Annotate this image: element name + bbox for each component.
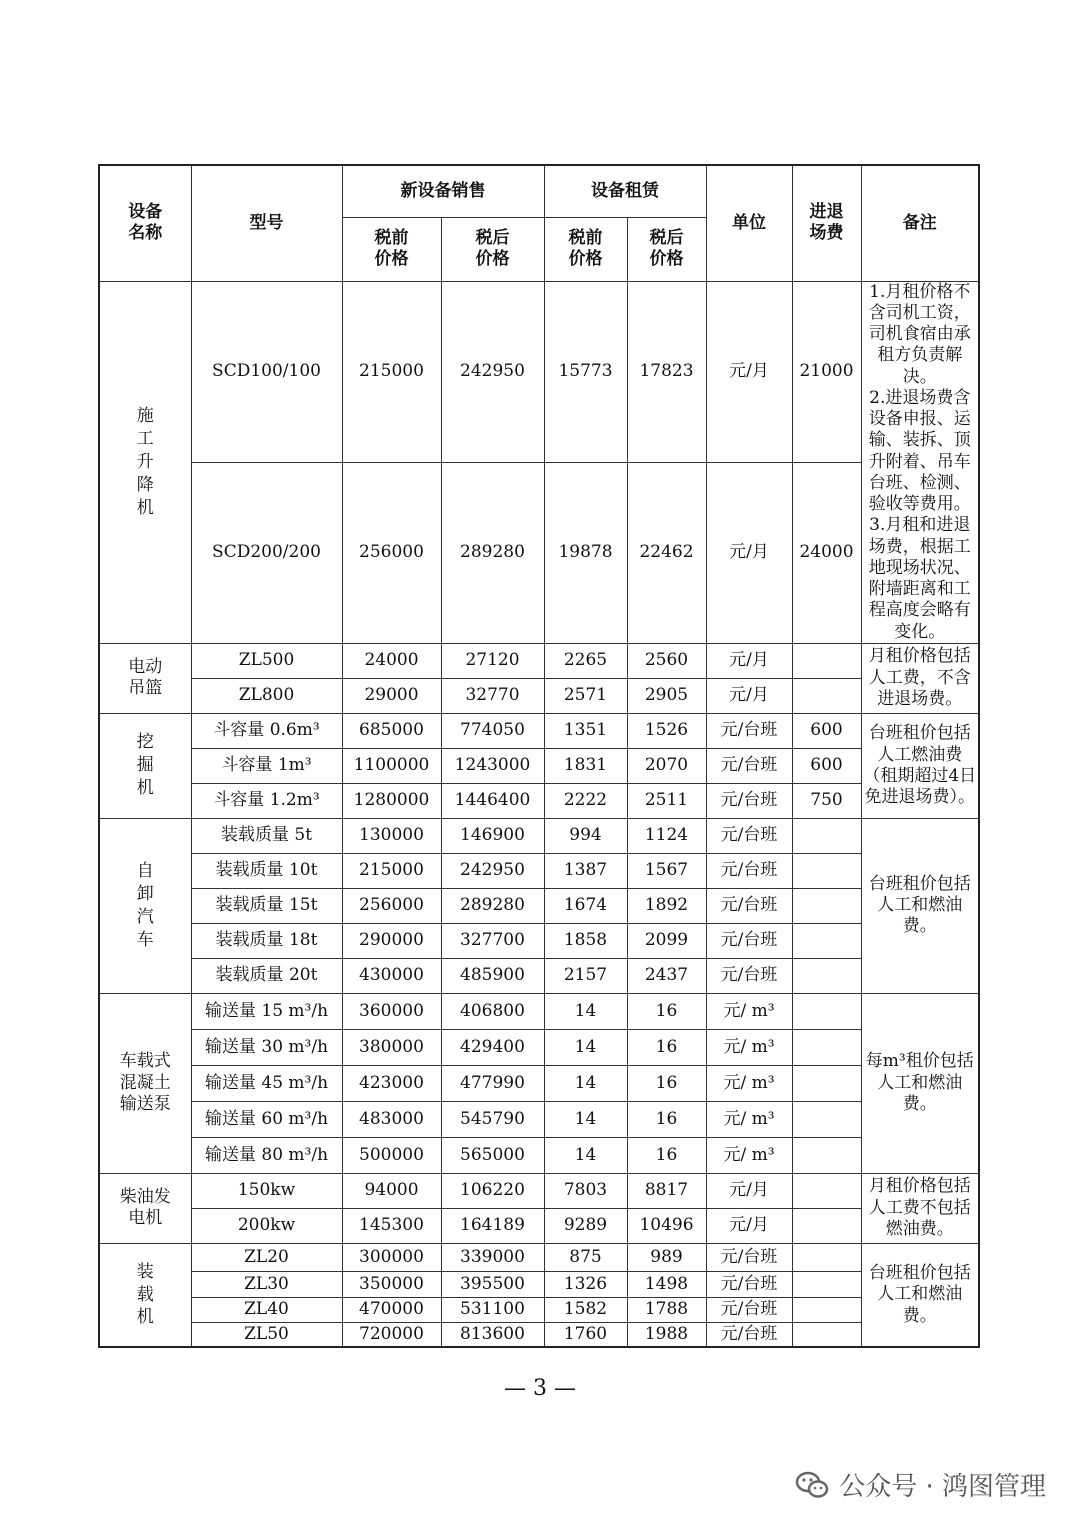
unit-cell: 元/ m³ [706, 993, 792, 1029]
model-cell: 装载质量 18t [191, 923, 342, 958]
unit-cell: 元/台班 [706, 923, 792, 958]
table-row [99, 818, 979, 853]
model-cell: ZL50 [191, 1322, 342, 1347]
equipment-name-cell [99, 1173, 191, 1243]
equipment-name: 施工升降机 [136, 405, 154, 518]
remarks-cell [861, 1243, 979, 1347]
wechat-icon [795, 1471, 829, 1499]
unit-cell: 元/台班 [706, 1322, 792, 1347]
entry-fee-cell: 600 [792, 748, 861, 783]
sale-pre-tax-cell: 94000 [342, 1173, 441, 1208]
rent-pre-tax-cell: 15773 [544, 281, 627, 462]
rent-pre-tax-cell: 875 [544, 1243, 627, 1271]
entry-fee-cell [792, 1271, 861, 1297]
sale-post-tax-cell: 146900 [441, 818, 544, 853]
model-cell: 装载质量 10t [191, 853, 342, 888]
rent-post-tax-cell: 1567 [627, 853, 706, 888]
unit-cell: 元/月 [706, 643, 792, 678]
model-cell: 装载质量 20t [191, 958, 342, 993]
entry-fee-cell [792, 1065, 861, 1101]
rent-pre-tax-cell: 2265 [544, 643, 627, 678]
sale-post-tax-cell: 242950 [441, 853, 544, 888]
remarks-cell [861, 281, 979, 643]
header-remarks: 备注 [861, 165, 979, 281]
sale-post-tax-cell: 813600 [441, 1322, 544, 1347]
equipment-name: 自卸汽车 [136, 860, 154, 950]
rent-post-tax-cell: 16 [627, 1137, 706, 1173]
entry-fee-cell [792, 1322, 861, 1347]
rent-post-tax-cell: 1892 [627, 888, 706, 923]
rent-pre-tax-cell: 1351 [544, 713, 627, 748]
entry-fee-cell [792, 643, 861, 678]
sale-pre-tax-cell: 256000 [342, 462, 441, 643]
rent-post-tax-cell: 1788 [627, 1297, 706, 1322]
rent-pre-tax-cell: 1582 [544, 1297, 627, 1322]
remarks-cell [861, 713, 979, 818]
unit-cell: 元/台班 [706, 818, 792, 853]
unit-cell: 元/月 [706, 281, 792, 462]
table-row [99, 1322, 979, 1347]
rent-post-tax-cell: 2099 [627, 923, 706, 958]
sale-post-tax-cell: 106220 [441, 1173, 544, 1208]
table-row [99, 1297, 979, 1322]
entry-fee-cell [792, 888, 861, 923]
sale-post-tax-cell: 565000 [441, 1137, 544, 1173]
entry-fee-cell [792, 1297, 861, 1322]
remarks-cell [861, 993, 979, 1173]
equipment-name-cell [99, 1243, 191, 1347]
table-row [99, 643, 979, 678]
table-row [99, 281, 979, 462]
sale-pre-tax-cell: 350000 [342, 1271, 441, 1297]
header-entry-fee: 进退 场费 [792, 165, 861, 281]
rent-pre-tax-cell: 2222 [544, 783, 627, 818]
equipment-name-cell [99, 281, 191, 643]
equipment-name: 装载机 [136, 1261, 154, 1328]
unit-cell: 元/月 [706, 678, 792, 713]
equipment-name-cell [99, 643, 191, 713]
model-cell: ZL500 [191, 643, 342, 678]
header-rent-post-tax: 税后 价格 [627, 217, 706, 281]
sale-post-tax-cell: 1243000 [441, 748, 544, 783]
sale-post-tax-cell: 327700 [441, 923, 544, 958]
table-row [99, 678, 979, 713]
equipment-name: 电动 吊篮 [128, 657, 163, 699]
entry-fee-cell [792, 958, 861, 993]
model-cell: SCD200/200 [191, 462, 342, 643]
rent-post-tax-cell: 2070 [627, 748, 706, 783]
remarks-text: 1.月租价格不含司机工资，司机食宿由承租方负责解决。 2.进退场费含设备申报、运输、装拆、顶升附着、吊车台班、检测、验收等费用。 3.月租和进退场费，根据工地现场状况、附墙距离和工程高度会略有变化。 [868, 281, 971, 642]
rent-post-tax-cell: 16 [627, 993, 706, 1029]
unit-cell: 元/ m³ [706, 1029, 792, 1065]
rent-pre-tax-cell: 1674 [544, 888, 627, 923]
table-row [99, 853, 979, 888]
model-cell: ZL20 [191, 1243, 342, 1271]
rent-post-tax-cell: 1988 [627, 1322, 706, 1347]
sale-pre-tax-cell: 130000 [342, 818, 441, 853]
model-cell: 200kw [191, 1208, 342, 1243]
entry-fee-cell [792, 678, 861, 713]
sale-post-tax-cell: 242950 [441, 281, 544, 462]
rent-post-tax-cell: 16 [627, 1101, 706, 1137]
unit-cell: 元/ m³ [706, 1065, 792, 1101]
sale-pre-tax-cell: 1280000 [342, 783, 441, 818]
sale-post-tax-cell: 477990 [441, 1065, 544, 1101]
sale-pre-tax-cell: 483000 [342, 1101, 441, 1137]
table-row [99, 1101, 979, 1137]
entry-fee-cell: 750 [792, 783, 861, 818]
sale-pre-tax-cell: 1100000 [342, 748, 441, 783]
header-rent-pre-tax: 税前 价格 [544, 217, 627, 281]
table-row [99, 923, 979, 958]
rent-pre-tax-cell: 1831 [544, 748, 627, 783]
unit-cell: 元/台班 [706, 853, 792, 888]
equipment-name: 挖掘机 [136, 732, 154, 799]
rent-post-tax-cell: 2905 [627, 678, 706, 713]
remarks-text: 台班租价包括人工和燃油费。 [868, 1263, 971, 1326]
rent-post-tax-cell: 2560 [627, 643, 706, 678]
entry-fee-cell [792, 1173, 861, 1208]
model-cell: ZL40 [191, 1297, 342, 1322]
sale-pre-tax-cell: 360000 [342, 993, 441, 1029]
table-row [99, 713, 979, 748]
rent-pre-tax-cell: 19878 [544, 462, 627, 643]
sale-post-tax-cell: 774050 [441, 713, 544, 748]
sale-pre-tax-cell: 685000 [342, 713, 441, 748]
rent-post-tax-cell: 16 [627, 1065, 706, 1101]
unit-cell: 元/台班 [706, 748, 792, 783]
sale-pre-tax-cell: 380000 [342, 1029, 441, 1065]
sale-post-tax-cell: 1446400 [441, 783, 544, 818]
rent-pre-tax-cell: 1760 [544, 1322, 627, 1347]
rent-pre-tax-cell: 9289 [544, 1208, 627, 1243]
sale-post-tax-cell: 531100 [441, 1297, 544, 1322]
table-row [99, 1137, 979, 1173]
sale-post-tax-cell: 429400 [441, 1029, 544, 1065]
model-cell: ZL800 [191, 678, 342, 713]
rent-pre-tax-cell: 14 [544, 1029, 627, 1065]
rent-pre-tax-cell: 994 [544, 818, 627, 853]
rent-pre-tax-cell: 1326 [544, 1271, 627, 1297]
remarks-cell [861, 818, 979, 993]
unit-cell: 元/台班 [706, 888, 792, 923]
unit-cell: 元/月 [706, 1173, 792, 1208]
rent-post-tax-cell: 22462 [627, 462, 706, 643]
remarks-text: 台班租价包括人工燃油费（租期超过4日免进退场费）。 [863, 723, 977, 807]
entry-fee-cell [792, 1101, 861, 1137]
model-cell: 输送量 60 m³/h [191, 1101, 342, 1137]
equipment-name-cell [99, 818, 191, 993]
table-row [99, 1065, 979, 1101]
remarks-cell [861, 643, 979, 713]
table-row [99, 1271, 979, 1297]
rent-post-tax-cell: 1124 [627, 818, 706, 853]
sale-post-tax-cell: 164189 [441, 1208, 544, 1243]
header-sale-pre-tax: 税前 价格 [342, 217, 441, 281]
entry-fee-cell [792, 1243, 861, 1271]
table-row [99, 1208, 979, 1243]
entry-fee-cell [792, 923, 861, 958]
sale-pre-tax-cell: 290000 [342, 923, 441, 958]
table-row [99, 1243, 979, 1271]
rent-pre-tax-cell: 14 [544, 993, 627, 1029]
unit-cell: 元/月 [706, 462, 792, 643]
table-body [99, 281, 979, 1347]
sale-pre-tax-cell: 423000 [342, 1065, 441, 1101]
sale-pre-tax-cell: 300000 [342, 1243, 441, 1271]
header-new-sale: 新设备销售 [342, 165, 544, 217]
unit-cell: 元/台班 [706, 958, 792, 993]
equipment-name: 车载式 混凝土 输送泵 [119, 1051, 171, 1114]
table-row [99, 462, 979, 643]
equipment-name-cell [99, 993, 191, 1173]
entry-fee-cell [792, 1208, 861, 1243]
sale-pre-tax-cell: 500000 [342, 1137, 441, 1173]
table-row [99, 993, 979, 1029]
sale-pre-tax-cell: 470000 [342, 1297, 441, 1322]
watermark [795, 1466, 1046, 1503]
header-unit: 单位 [706, 165, 792, 281]
equipment-price-table [98, 164, 980, 1348]
model-cell: 输送量 15 m³/h [191, 993, 342, 1029]
sale-post-tax-cell: 339000 [441, 1243, 544, 1271]
header-model: 型号 [191, 165, 342, 281]
table-row [99, 1173, 979, 1208]
sale-post-tax-cell: 289280 [441, 888, 544, 923]
sale-pre-tax-cell: 24000 [342, 643, 441, 678]
rent-pre-tax-cell: 2157 [544, 958, 627, 993]
sale-pre-tax-cell: 720000 [342, 1322, 441, 1347]
model-cell: 装载质量 5t [191, 818, 342, 853]
rent-pre-tax-cell: 2571 [544, 678, 627, 713]
rent-pre-tax-cell: 1387 [544, 853, 627, 888]
table-row [99, 748, 979, 783]
entry-fee-cell [792, 993, 861, 1029]
rent-post-tax-cell: 16 [627, 1029, 706, 1065]
rent-post-tax-cell: 1498 [627, 1271, 706, 1297]
entry-fee-cell [792, 1029, 861, 1065]
page-number: — 3 — [504, 1376, 576, 1401]
table-row [99, 783, 979, 818]
sale-post-tax-cell: 395500 [441, 1271, 544, 1297]
entry-fee-cell [792, 1137, 861, 1173]
sale-pre-tax-cell: 256000 [342, 888, 441, 923]
sale-pre-tax-cell: 430000 [342, 958, 441, 993]
unit-cell: 元/台班 [706, 783, 792, 818]
header-equipment-name: 设备 名称 [99, 165, 191, 281]
entry-fee-cell: 600 [792, 713, 861, 748]
model-cell: 斗容量 0.6m³ [191, 713, 342, 748]
entry-fee-cell [792, 818, 861, 853]
model-cell: 输送量 80 m³/h [191, 1137, 342, 1173]
entry-fee-cell: 21000 [792, 281, 861, 462]
watermark-text: 公众号 · 鸿图管理 [839, 1472, 1046, 1502]
entry-fee-cell [792, 853, 861, 888]
sale-post-tax-cell: 545790 [441, 1101, 544, 1137]
unit-cell: 元/ m³ [706, 1137, 792, 1173]
equipment-name-cell [99, 713, 191, 818]
rent-pre-tax-cell: 14 [544, 1065, 627, 1101]
rent-post-tax-cell: 989 [627, 1243, 706, 1271]
model-cell: 斗容量 1.2m³ [191, 783, 342, 818]
remarks-text: 月租价格包括人工费，不含进退场费。 [868, 646, 971, 709]
unit-cell: 元/ m³ [706, 1101, 792, 1137]
rent-pre-tax-cell: 14 [544, 1101, 627, 1137]
model-cell: ZL30 [191, 1271, 342, 1297]
rent-post-tax-cell: 2437 [627, 958, 706, 993]
remarks-text: 月租价格包括人工费不包括燃油费。 [868, 1176, 971, 1239]
unit-cell: 元/月 [706, 1208, 792, 1243]
sale-post-tax-cell: 289280 [441, 462, 544, 643]
rent-post-tax-cell: 8817 [627, 1173, 706, 1208]
unit-cell: 元/台班 [706, 1297, 792, 1322]
equipment-name: 柴油发 电机 [119, 1187, 171, 1229]
rent-pre-tax-cell: 1858 [544, 923, 627, 958]
remarks-text: 每m³租价包括人工和燃油费。 [865, 1051, 974, 1114]
header-sale-post-tax: 税后 价格 [441, 217, 544, 281]
model-cell: 输送量 30 m³/h [191, 1029, 342, 1065]
header-rental: 设备租赁 [544, 165, 706, 217]
sale-post-tax-cell: 485900 [441, 958, 544, 993]
entry-fee-cell: 24000 [792, 462, 861, 643]
sale-post-tax-cell: 406800 [441, 993, 544, 1029]
remarks-cell [861, 1173, 979, 1243]
unit-cell: 元/台班 [706, 1243, 792, 1271]
model-cell: 输送量 45 m³/h [191, 1065, 342, 1101]
rent-post-tax-cell: 2511 [627, 783, 706, 818]
model-cell: 斗容量 1m³ [191, 748, 342, 783]
rent-post-tax-cell: 10496 [627, 1208, 706, 1243]
sale-post-tax-cell: 32770 [441, 678, 544, 713]
sale-pre-tax-cell: 215000 [342, 853, 441, 888]
sale-pre-tax-cell: 215000 [342, 281, 441, 462]
model-cell: SCD100/100 [191, 281, 342, 462]
remarks-text: 台班租价包括人工和燃油费。 [868, 873, 971, 937]
table-row [99, 958, 979, 993]
rent-post-tax-cell: 1526 [627, 713, 706, 748]
rent-pre-tax-cell: 14 [544, 1137, 627, 1173]
sale-pre-tax-cell: 145300 [342, 1208, 441, 1243]
table-row [99, 888, 979, 923]
unit-cell: 元/台班 [706, 1271, 792, 1297]
model-cell: 装载质量 15t [191, 888, 342, 923]
model-cell: 150kw [191, 1173, 342, 1208]
table-row [99, 1029, 979, 1065]
rent-pre-tax-cell: 7803 [544, 1173, 627, 1208]
rent-post-tax-cell: 17823 [627, 281, 706, 462]
unit-cell: 元/台班 [706, 713, 792, 748]
sale-post-tax-cell: 27120 [441, 643, 544, 678]
sale-pre-tax-cell: 29000 [342, 678, 441, 713]
